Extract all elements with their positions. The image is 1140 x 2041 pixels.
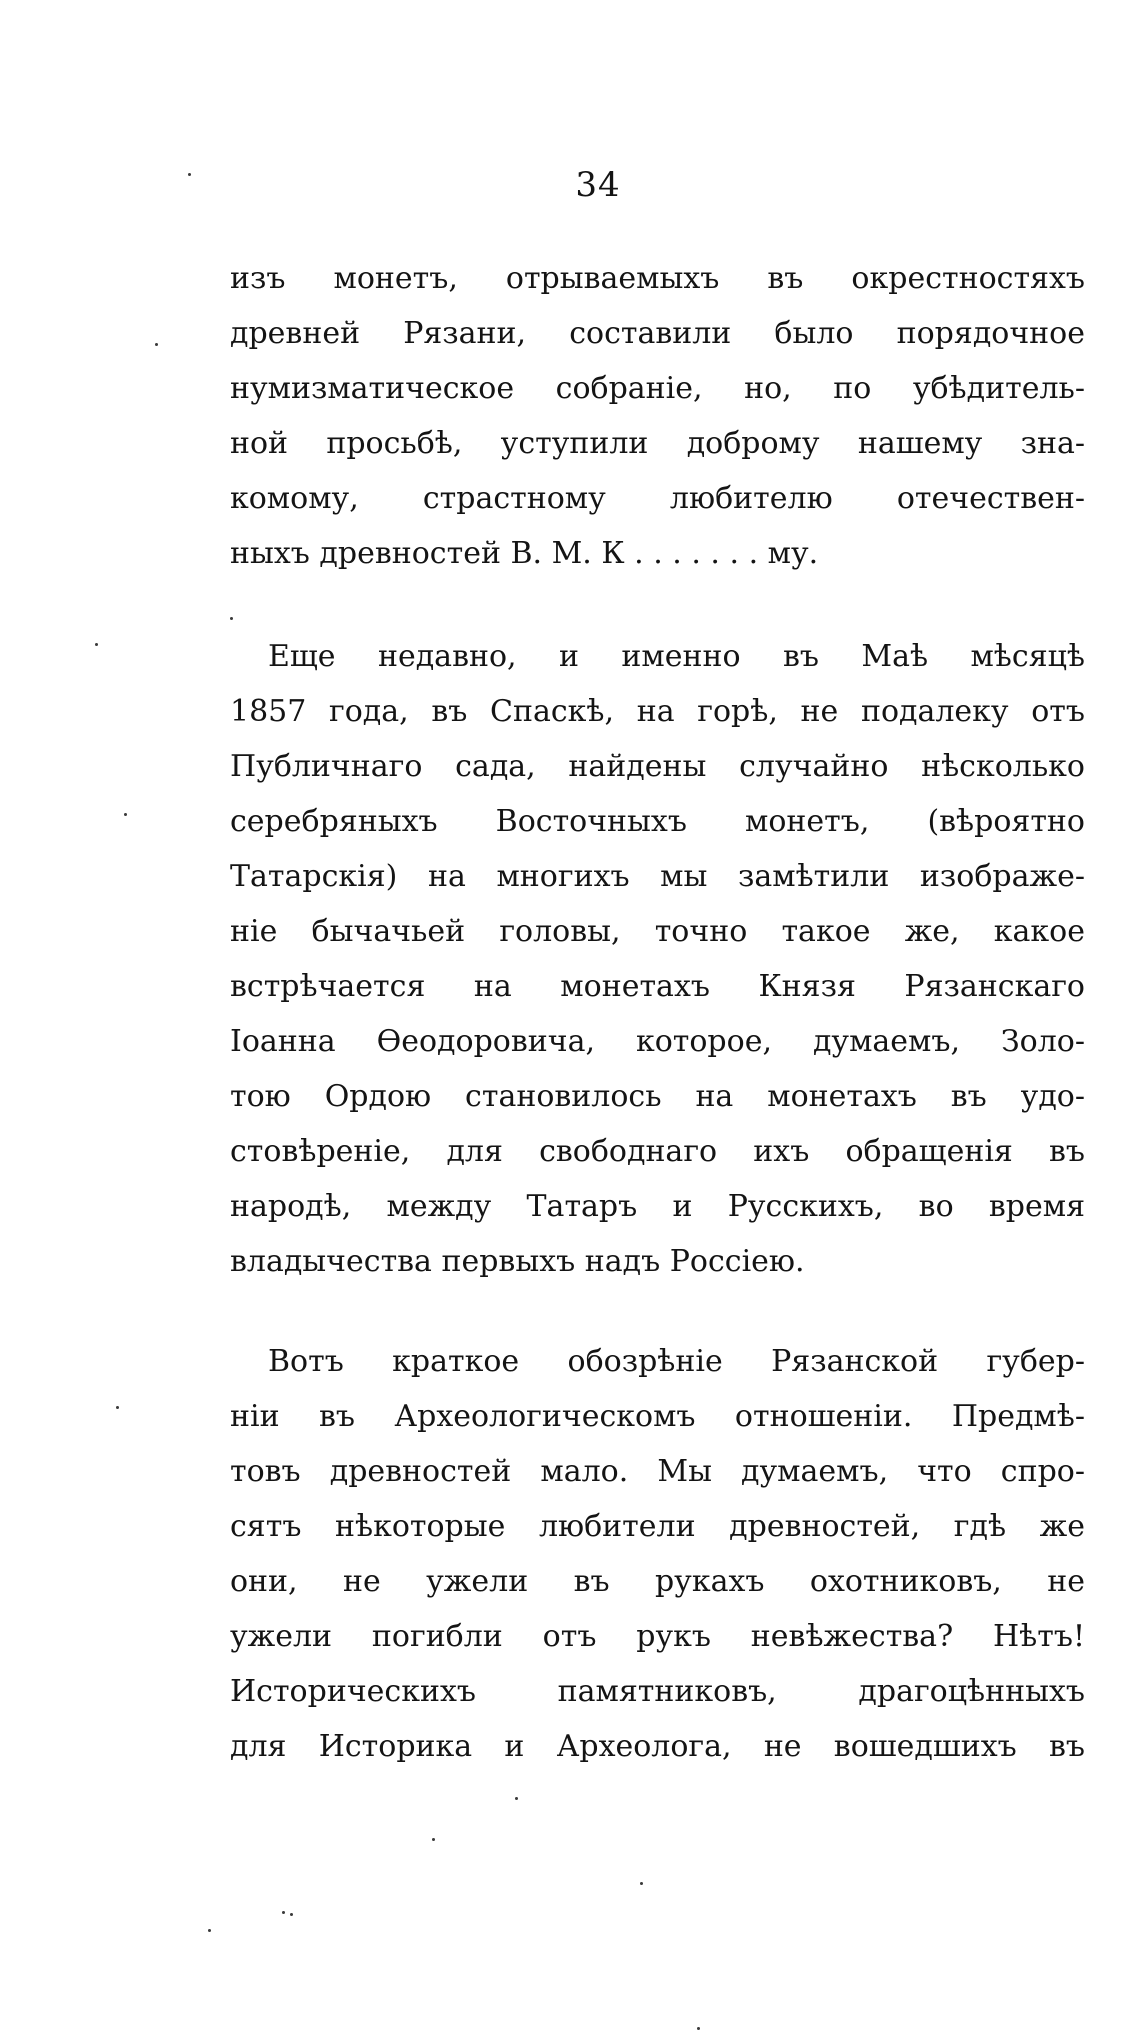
scan-speck [230,617,233,620]
text-line: Вотъ краткое обозрѣніе Рязанской губер- [268,1344,1085,1379]
text-line: ніе бычачьей головы, точно такое же, какое [230,914,1085,949]
text-line: ужели погибли отъ рукъ невѣжества? Нѣтъ! [230,1619,1085,1654]
text-line: ныхъ древностей В. М. К . . . . . . . му. [230,536,819,571]
scan-speck [208,1929,211,1932]
text-line: владычества первыхъ надъ Россіею. [230,1244,805,1279]
scan-speck [697,2027,700,2030]
text-line: товъ древностей мало. Мы думаемъ, что спро- [230,1454,1085,1489]
page-number: 34 [575,165,621,205]
scan-speck [515,1797,518,1800]
scan-speck [282,1911,285,1914]
paragraph-1 [230,251,1085,581]
text-line: для Историка и Археолога, не вошедшихъ въ [230,1729,1085,1764]
text-line: комому, страстному любителю отечествен- [230,481,1085,516]
scan-speck [95,643,98,646]
scan-speck [155,343,158,346]
scan-speck [290,1913,293,1916]
scan-speck [188,173,191,176]
text-line: народѣ, между Татаръ и Русскихъ, во время [230,1189,1085,1224]
scan-speck [116,1406,119,1409]
text-line: Историческихъ памятниковъ, драгоцѣнныхъ [230,1674,1085,1709]
text-line: Публичнаго сада, найдены случайно нѣсколько [230,749,1085,784]
paragraph-2 [230,629,1085,1289]
scan-speck [124,813,127,816]
text-line: ной просьбѣ, уступили доброму нашему зна- [230,426,1085,461]
text-line: изъ монетъ, отрываемыхъ въ окрестностяхъ [230,261,1085,296]
text-line: нумизматическое собраніе, но, по убѣдитель- [230,371,1085,406]
text-line: сятъ нѣкоторые любители древностей, гдѣ же [230,1509,1085,1544]
text-line: стовѣреніе, для свободнаго ихъ обращенія въ [230,1134,1085,1169]
text-line: встрѣчается на монетахъ Князя Рязанскаго [230,969,1085,1004]
text-line: древней Рязани, составили было порядочное [230,316,1085,351]
text-line: Іоанна Ѳеодоровича, которое, думаемъ, Золо- [230,1024,1085,1059]
paragraph-3 [230,1334,1085,1774]
text-line: Татарскія) на многихъ мы замѣтили изображе- [230,859,1085,894]
scan-speck [432,1838,435,1841]
scan-speck [640,1882,643,1885]
text-line: серебряныхъ Восточныхъ монетъ, (вѣроятно [230,804,1085,839]
text-line: ніи въ Археологическомъ отношеніи. Предмѣ- [230,1399,1085,1434]
text-line: Еще недавно, и именно въ Маѣ мѣсяцѣ [268,639,1085,674]
text-line: они, не ужели въ рукахъ охотниковъ, не [230,1564,1085,1599]
text-line: тою Ордою становилось на монетахъ въ удо- [230,1079,1085,1114]
text-line: 1857 года, въ Спаскѣ, на горѣ, не подалеку отъ [230,694,1085,729]
